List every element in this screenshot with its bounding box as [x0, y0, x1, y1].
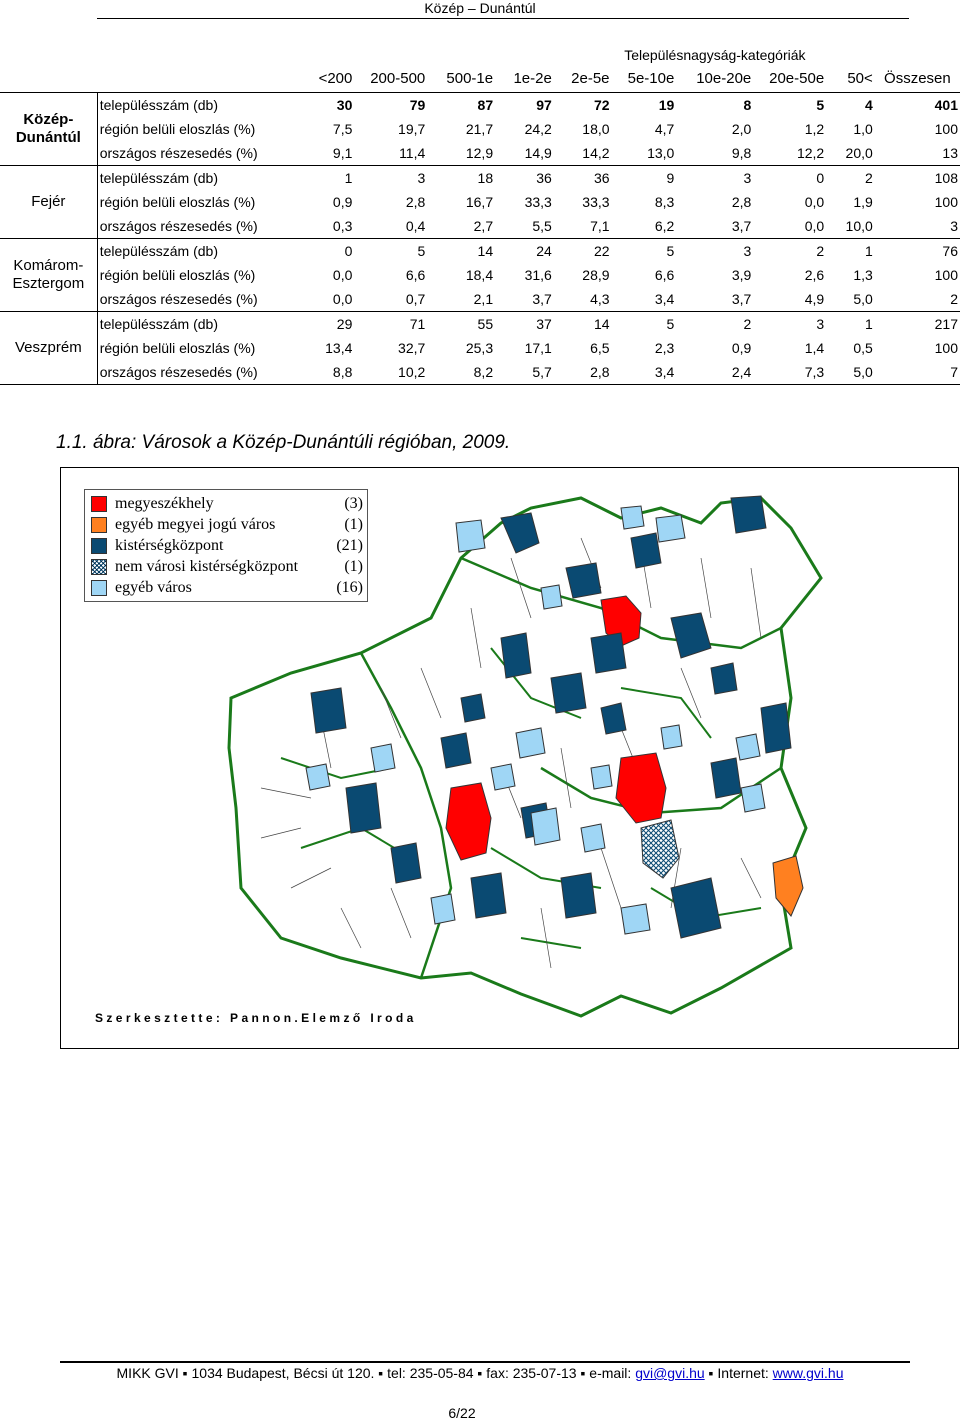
footer-rule: [60, 1361, 910, 1363]
table-cell: 3,4: [612, 360, 677, 385]
legend-label: nem városi kistérségközpont: [115, 557, 299, 575]
table-cell: 1: [344, 170, 353, 186]
table-cell: 3,7: [676, 214, 753, 239]
legend-swatch: [91, 496, 107, 512]
table-cell: 2: [816, 243, 825, 259]
table-cell: 2,8: [731, 194, 752, 210]
table-cell: 2,7: [427, 214, 495, 239]
table-cell: 12,2: [753, 141, 826, 166]
table-cell: 5,5: [495, 214, 554, 239]
table-cell: 13: [875, 141, 960, 166]
table-cell: 0,5: [853, 340, 873, 356]
table-cell: 72: [593, 97, 610, 113]
table-cell: 18,4: [465, 267, 494, 283]
row-label: településszám (db): [99, 97, 218, 113]
table-cell: 8,8: [302, 360, 355, 385]
row-label: régión belüli eloszlás (%): [99, 121, 256, 137]
legend-swatch: [91, 538, 107, 554]
category-super-header: Településnagyság-kategóriák: [624, 47, 806, 63]
table-cell: 8,3: [654, 194, 675, 210]
table-cell: 13,4: [325, 340, 353, 356]
footer-website-link[interactable]: www.gvi.hu: [772, 1365, 844, 1381]
table-cell: 0,7: [354, 287, 427, 312]
legend-count: (1): [344, 557, 363, 575]
table-cell: 9,1: [302, 141, 355, 166]
table-cell: 5,7: [495, 360, 554, 385]
table-cell: 108: [934, 170, 958, 186]
table-cell: 14,9: [495, 141, 554, 166]
table-cell: 2: [864, 170, 873, 186]
table-cell: 1,4: [804, 340, 825, 356]
county-name: Veszprém: [0, 312, 97, 385]
legend-item: [91, 535, 363, 556]
table-cell: 217: [934, 316, 958, 332]
table-row: [0, 263, 960, 287]
table-cell: 7: [875, 360, 960, 385]
table-row: [0, 190, 960, 214]
table-cell: 2,4: [676, 360, 753, 385]
table-cell: 6,2: [612, 214, 677, 239]
column-header: 20e-50e: [753, 66, 826, 93]
table-cell: 10,2: [354, 360, 427, 385]
legend-label: egyéb megyei jogú város: [115, 515, 276, 533]
table-cell: 8,2: [427, 360, 495, 385]
row-label: országos részesedés (%): [97, 287, 302, 312]
table-cell: 5,0: [826, 287, 875, 312]
legend-count: (21): [336, 536, 363, 554]
table-cell: 97: [536, 97, 552, 113]
map-credit: Szerkesztette: Pannon.Elemző Iroda: [95, 1011, 417, 1025]
column-header: Összesen: [875, 66, 960, 93]
table-row: [0, 117, 960, 141]
table-cell: 5: [666, 316, 675, 332]
table-cell: 17,1: [524, 340, 552, 356]
row-label: településszám (db): [99, 316, 218, 332]
table-cell: 2,3: [654, 340, 675, 356]
table-row: [0, 214, 960, 239]
table-cell: 0,0: [332, 267, 353, 283]
row-label: régión belüli eloszlás (%): [99, 267, 256, 283]
table-cell: 14: [593, 316, 610, 332]
table-cell: 24,2: [524, 121, 552, 137]
table-cell: 33,3: [582, 194, 610, 210]
legend-item: [91, 493, 363, 514]
table-cell: 5: [816, 97, 825, 113]
row-label: régión belüli eloszlás (%): [99, 340, 256, 356]
column-header: 500-1e: [427, 66, 495, 93]
table-cell: 13,0: [612, 141, 677, 166]
table-cell: 0,3: [302, 214, 355, 239]
table-cell: 20,0: [826, 141, 875, 166]
page-number: 6/22: [448, 1405, 476, 1421]
table-cell: 14: [477, 243, 494, 259]
table-cell: 3,9: [731, 267, 752, 283]
table-cell: 4,9: [753, 287, 826, 312]
table-cell: 100: [934, 121, 958, 137]
table-cell: 3,7: [676, 287, 753, 312]
table-cell: 401: [934, 97, 958, 113]
table-cell: 3: [743, 170, 752, 186]
table-cell: 8: [743, 97, 752, 113]
table-cell: 2,8: [554, 360, 612, 385]
table-row: [0, 93, 960, 118]
column-header: 50<: [826, 66, 875, 93]
column-header: 200-500: [354, 66, 427, 93]
table-cell: 3: [816, 316, 825, 332]
table-cell: 4,7: [654, 121, 675, 137]
table-cell: 36: [536, 170, 552, 186]
table-cell: 33,3: [524, 194, 552, 210]
page-footer: [0, 1365, 960, 1381]
table-cell: 71: [409, 316, 426, 332]
row-label: régión belüli eloszlás (%): [99, 194, 256, 210]
table-cell: 0: [816, 170, 825, 186]
table-cell: 1: [864, 316, 873, 332]
column-header: 1e-2e: [495, 66, 554, 93]
table-cell: 19: [658, 97, 675, 113]
table-cell: 21,7: [465, 121, 494, 137]
legend-item: [91, 556, 363, 577]
table-row: [0, 287, 960, 312]
table-row: [0, 141, 960, 166]
table-cell: 3: [743, 243, 752, 259]
running-header: Közép – Dunántúl: [424, 0, 536, 16]
table-cell: 5: [417, 243, 426, 259]
column-header: 5e-10e: [612, 66, 677, 93]
table-cell: 4: [864, 97, 873, 113]
table-cell: 25,3: [465, 340, 494, 356]
table-row: [0, 239, 960, 264]
table-cell: 0: [344, 243, 353, 259]
legend-label: megyeszékhely: [115, 494, 214, 512]
table-cell: 1,0: [853, 121, 873, 137]
table-cell: 36: [593, 170, 610, 186]
table-cell: 9,8: [676, 141, 753, 166]
table-cell: 7,5: [332, 121, 353, 137]
table-cell: 28,9: [582, 267, 610, 283]
table-cell: 2: [743, 316, 752, 332]
column-header: 2e-5e: [554, 66, 612, 93]
table-cell: 18,0: [582, 121, 610, 137]
legend-swatch: [91, 559, 107, 575]
table-cell: 31,6: [524, 267, 552, 283]
table-cell: 3: [417, 170, 426, 186]
table-cell: 24: [536, 243, 552, 259]
table-cell: 37: [536, 316, 552, 332]
table-cell: 29: [336, 316, 353, 332]
table-cell: 0,4: [354, 214, 427, 239]
legend-label: egyéb város: [115, 578, 192, 596]
table-cell: 2,6: [804, 267, 825, 283]
table-cell: 55: [477, 316, 494, 332]
county-name: Fejér: [0, 166, 97, 239]
table-cell: 2,1: [427, 287, 495, 312]
table-cell: 6,6: [405, 267, 426, 283]
table-cell: 79: [409, 97, 426, 113]
table-cell: 5,0: [826, 360, 875, 385]
table-cell: 0,0: [804, 194, 825, 210]
table-cell: 5: [666, 243, 675, 259]
legend-item: [91, 514, 363, 535]
footer-contact-text: MIKK GVI ▪ 1034 Budapest, Bécsi út 120. ▪ tel: 235-05-84 ▪ fax: 235-07-13 ▪ e-mail:: [116, 1365, 636, 1381]
legend-swatch: [91, 580, 107, 596]
row-label: országos részesedés (%): [97, 141, 302, 166]
column-header: <200: [302, 66, 355, 93]
table-cell: 76: [942, 243, 958, 259]
table-cell: 1: [864, 243, 873, 259]
legend-count: (3): [344, 494, 363, 512]
table-cell: 1,2: [804, 121, 825, 137]
map-figure: [60, 467, 959, 1049]
legend-count: (16): [336, 578, 363, 596]
table-cell: 12,9: [427, 141, 495, 166]
table-cell: 14,2: [554, 141, 612, 166]
table-cell: 2: [875, 287, 960, 312]
table-cell: 3: [875, 214, 960, 239]
table-cell: 1,9: [853, 194, 873, 210]
table-cell: 3,7: [495, 287, 554, 312]
table-cell: 11,4: [354, 141, 427, 166]
legend-swatch: [91, 517, 107, 533]
row-label: országos részesedés (%): [97, 360, 302, 385]
table-cell: 9: [666, 170, 675, 186]
table-cell: 0,0: [753, 214, 826, 239]
footer-internet-label: ▪ Internet:: [704, 1365, 773, 1381]
table-cell: 0,0: [302, 287, 355, 312]
table-cell: 32,7: [398, 340, 426, 356]
table-cell: 1,3: [853, 267, 873, 283]
table-cell: 4,3: [554, 287, 612, 312]
header-rule: [97, 18, 909, 19]
table-cell: 3,4: [612, 287, 677, 312]
county-name: Közép-Dunántúl: [0, 93, 97, 166]
table-cell: 10,0: [826, 214, 875, 239]
table-cell: 7,3: [753, 360, 826, 385]
table-cell: 30: [336, 97, 353, 113]
row-label: országos részesedés (%): [97, 214, 302, 239]
table-cell: 100: [934, 340, 958, 356]
table-cell: 19,7: [398, 121, 426, 137]
column-header: 10e-20e: [676, 66, 753, 93]
legend-label: kistérségközpont: [115, 536, 224, 554]
table-cell: 18: [477, 170, 494, 186]
table-row: [0, 360, 960, 385]
statistics-table: [0, 44, 960, 385]
table-cell: 16,7: [465, 194, 494, 210]
figure-caption: 1.1. ábra: Városok a Közép-Dunántúli régióban, 2009.: [56, 432, 511, 453]
table-cell: 6,6: [654, 267, 675, 283]
map-legend: [84, 489, 368, 602]
table-cell: 100: [934, 267, 958, 283]
table-cell: 0,9: [731, 340, 752, 356]
table-row: [0, 336, 960, 360]
table-cell: 7,1: [554, 214, 612, 239]
table-row: [0, 312, 960, 337]
table-row: [0, 166, 960, 191]
table-cell: 2,0: [731, 121, 752, 137]
county-name: Komárom-Esztergom: [0, 239, 97, 312]
footer-email-link[interactable]: gvi@gvi.hu: [635, 1365, 705, 1381]
table-cell: 6,5: [590, 340, 610, 356]
table-cell: 2,8: [405, 194, 426, 210]
legend-count: (1): [344, 515, 363, 533]
legend-item: [91, 577, 363, 598]
table-cell: 22: [593, 243, 610, 259]
table-cell: 87: [477, 97, 494, 113]
row-label: településszám (db): [99, 170, 218, 186]
table-cell: 0,9: [332, 194, 353, 210]
table-cell: 100: [934, 194, 958, 210]
row-label: településszám (db): [99, 243, 218, 259]
